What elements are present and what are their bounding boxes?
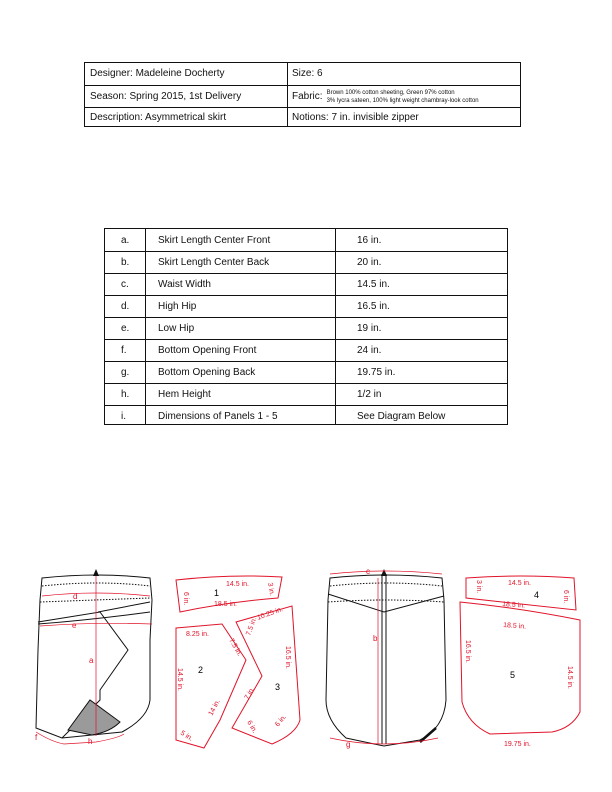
- spec-value: 14.5 in.: [357, 279, 390, 290]
- spec-letter: e.: [121, 323, 130, 334]
- panel-4-bottom: 18.5 in.: [501, 601, 526, 610]
- panel-5-top: 18.5 in.: [502, 622, 527, 631]
- label-h: h: [88, 737, 93, 746]
- spec-measurement: Bottom Opening Back: [158, 367, 256, 378]
- spec-value: See Diagram Below: [357, 411, 446, 422]
- spec-measurement: Skirt Length Center Back: [158, 257, 270, 268]
- spec-measurement: Dimensions of Panels 1 - 5: [158, 411, 278, 422]
- fabric-line-1: Brown 100% cotton sheeting, Green 97% cotton: [326, 89, 455, 96]
- spec-measurement: High Hip: [158, 301, 197, 312]
- spec-value: 16.5 in.: [357, 301, 390, 312]
- season-cell: Season: Spring 2015, 1st Delivery: [90, 90, 242, 102]
- fabric-line-2: 3% lycra sateen, 100% light weight chambray-look cotton: [326, 97, 479, 104]
- panel-4-top: 14.5 in.: [508, 580, 531, 587]
- panel-5-number: 5: [510, 670, 516, 680]
- spec-value: 19 in.: [357, 323, 382, 334]
- spec-letter: a.: [121, 234, 130, 246]
- pattern-panel-5: [460, 602, 580, 734]
- label-e: e: [72, 621, 77, 630]
- label-a: a: [89, 656, 94, 665]
- panel-1-top: 14.5 in.: [226, 581, 249, 588]
- panel-5-left: 16.5 in.: [464, 640, 471, 663]
- spec-measurement: Waist Width: [158, 279, 211, 290]
- panel-2-top: 8.25 in.: [186, 631, 209, 638]
- label-b: b: [373, 634, 378, 643]
- label-d: d: [73, 592, 78, 601]
- label-c: c: [366, 567, 370, 576]
- spec-value: 24 in.: [357, 345, 382, 356]
- spec-value: 19.75 in.: [357, 367, 396, 378]
- panel-5-bottom: 19.75 in.: [504, 741, 531, 748]
- panel-4-left: 3 in.: [475, 580, 482, 594]
- spec-measurement: Bottom Opening Front: [158, 345, 257, 356]
- back-skirt-flat: [326, 569, 446, 746]
- panel-4-right: 6 in.: [562, 590, 569, 604]
- label-f: f: [35, 733, 38, 742]
- panel-2-inner: 7.5 in.: [227, 637, 243, 658]
- panel-5-right: 14.5 in.: [566, 666, 573, 689]
- spec-letter: g.: [121, 367, 130, 378]
- panel-1-number: 1: [214, 588, 220, 598]
- spec-letter: h.: [121, 389, 130, 400]
- spec-measurement: Hem Height: [158, 389, 211, 400]
- panel-1-right: 3 in.: [266, 582, 276, 597]
- spec-value: 1/2 in: [357, 389, 382, 400]
- panel-2-number: 2: [198, 665, 204, 675]
- size-cell: Size: 6: [292, 68, 323, 79]
- panel-1-bottom: 18.5 in.: [214, 601, 237, 608]
- panel-1-left: 6 in.: [182, 592, 189, 606]
- panel-2-diag: 14 in.: [207, 698, 222, 717]
- panel-3-mid: 7 in.: [243, 686, 257, 701]
- spec-letter: i.: [121, 411, 126, 422]
- panel-3-bottom-1: 6 in.: [245, 719, 258, 735]
- description-cell: Description: Asymmetrical skirt: [90, 111, 227, 123]
- spec-value: 16 in.: [357, 234, 382, 246]
- notions-cell: Notions: 7 in. invisible zipper: [292, 111, 419, 123]
- fabric-label: Fabric:: [292, 90, 323, 102]
- spec-measurement: Low Hip: [158, 323, 195, 334]
- panel-3-number: 3: [275, 682, 281, 692]
- designer-cell: Designer: Madeleine Docherty: [90, 68, 225, 79]
- spec-value: 20 in.: [357, 257, 382, 268]
- label-g: g: [346, 740, 351, 749]
- spec-measurement: Skirt Length Center Front: [158, 234, 271, 246]
- panel-3-right: 16.5 in.: [284, 646, 291, 669]
- panel-4-number: 4: [534, 590, 540, 600]
- spec-letter: b.: [121, 257, 130, 268]
- panel-3-top: 10.25 in.: [256, 606, 284, 622]
- spec-letter: d.: [121, 301, 130, 312]
- panel-2-bottom: 5 in.: [178, 729, 194, 743]
- spec-letter: c.: [121, 279, 129, 290]
- panel-3-inner: 7.5 in.: [245, 616, 259, 637]
- panel-3-bottom-2: 6 in.: [274, 713, 289, 729]
- spec-letter: f.: [121, 345, 127, 356]
- panel-2-left: 14.5 in.: [176, 668, 183, 691]
- pattern-panel-3: [232, 606, 300, 744]
